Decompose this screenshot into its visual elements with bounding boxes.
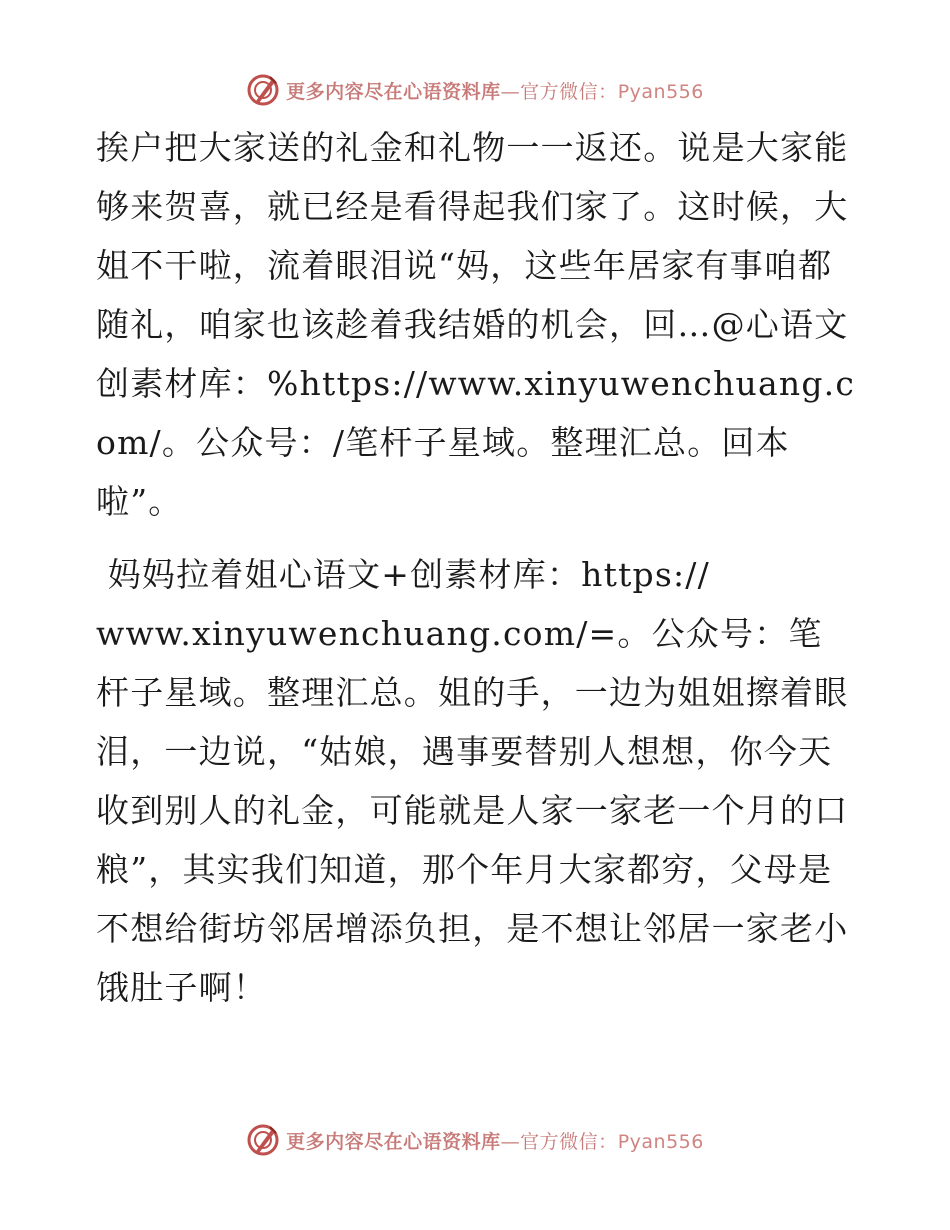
banner-wechat-label: 官方微信：	[520, 1130, 618, 1153]
banner-title: 更多内容尽在心语资料库	[286, 80, 501, 103]
banner-wechat-id: Pyan556	[617, 80, 704, 103]
banner-wechat-id: Pyan556	[617, 1130, 704, 1153]
banner-text	[286, 77, 704, 104]
banner-dash: —	[500, 80, 521, 103]
banner-title: 更多内容尽在心语资料库	[286, 1130, 501, 1153]
banner-text	[286, 1127, 704, 1154]
document-body	[96, 118, 856, 1031]
paragraph-2: 妈妈拉着姐心语文+创素材库：https:// www.xinyuwenchuang.com/=。公众号：笔杆子星域。整理汇总。姐的手，一边为姐姐擦着眼泪，一边说，“姑娘，遇事要替别人想想，你今天收到别人的礼金，可能就是人家一家老一个月的口粮”，其实我们知道，那个年月大家都穷，父母是不想给街坊邻居增添负担，是不想让邻居一家老小饿肚子啊！	[96, 555, 849, 1007]
brand-logo-icon	[246, 73, 280, 107]
paragraph-1: 挨户把大家送的礼金和礼物一一返还。说是大家能够来贺喜，就已经是看得起我们家了。这时候，大姐不干啦，流着眼泪说“妈，这些年居家有事咱都随礼，咱家也该趁着我结婚的机会，回…@心语文创素材库：%https://www.xinyuwenchuang.com/。公众号：/笔杆子星域。整理汇总。回本啦”。	[96, 128, 856, 521]
footer-banner	[0, 1122, 950, 1158]
banner-dash: —	[500, 1130, 521, 1153]
header-banner	[0, 72, 950, 108]
banner-wechat-label: 官方微信：	[520, 80, 618, 103]
brand-logo-icon	[246, 1123, 280, 1157]
